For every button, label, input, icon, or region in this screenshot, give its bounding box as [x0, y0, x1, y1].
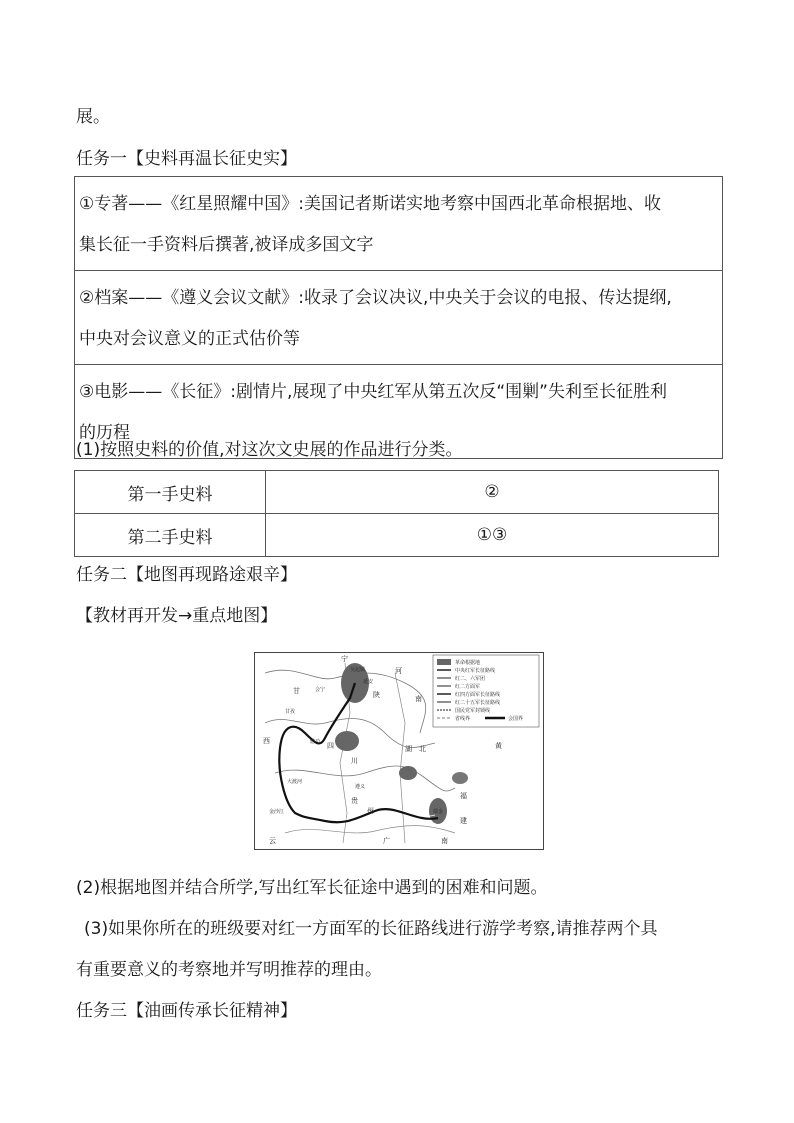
legend-label: 中央红军长征路线 — [455, 668, 496, 674]
legend-label: 红二十五军长征路线 — [455, 700, 501, 706]
map-label: 广 — [383, 837, 390, 845]
map-label: 贵 — [351, 797, 358, 805]
table-cell-value: ② — [266, 471, 719, 514]
task3-heading: 任务三【油画传承长征精神】 — [76, 1001, 297, 1021]
source-item — [75, 271, 722, 365]
map-label: 遵义 — [355, 784, 366, 790]
map-label: 福 — [460, 792, 467, 800]
intro-tail: 展。 — [76, 107, 110, 127]
task2-subheading: 【教材再开发→重点地图】 — [76, 606, 278, 626]
table-cell-type: 第二手史料 — [75, 514, 266, 557]
source-item-line: ①专著——《红星照耀中国》:美国记者斯诺实地考察中国西北革命根据地、收 — [79, 194, 661, 214]
source-item-line: ③电影——《长征》:剧情片,展现了中央红军从第五次反“围剿”失利至长征胜利 — [79, 382, 667, 402]
question-3-line-2: 有重要意义的考察地并写明推荐的理由。 — [76, 960, 382, 980]
legend-label: 红四方面军长征路线 — [455, 692, 501, 698]
map-label: 延安 — [363, 679, 374, 685]
legend-label: 省线界 — [455, 716, 471, 722]
question-3-line-1: (3)如果你所在的班级要对红一方面军的长征路线进行游学考察,请推荐两个具 — [84, 919, 658, 939]
map-label: 云 — [269, 837, 276, 845]
source-item-line: 集长征一手资料后撰著,被译成多国文字 — [79, 235, 374, 255]
map-label: 南 — [415, 695, 422, 703]
map-label: 西 — [263, 737, 270, 745]
map-label: 南 — [441, 837, 448, 845]
legend-label: 国民党军封锁线 — [455, 708, 491, 714]
map-label: 懋功 — [310, 739, 321, 745]
long-march-map — [254, 652, 544, 850]
classification-table — [74, 470, 719, 557]
table-row — [75, 471, 719, 514]
map-label: 四 — [327, 742, 334, 750]
legend-label: 革命根据地 — [455, 660, 481, 666]
map-label: 黄 — [495, 742, 502, 750]
map-graphic — [255, 653, 543, 849]
table-row — [75, 514, 719, 557]
map-label: 大渡河 — [287, 779, 303, 785]
legend-label: 红二方面军 — [455, 684, 481, 690]
legend-label: 红二、六军团 — [455, 676, 486, 682]
map-label: 会宁 — [315, 687, 326, 693]
map-label: 甘孜 — [285, 709, 296, 715]
map-label: 川 — [351, 757, 358, 765]
map-label: 州 — [367, 807, 374, 815]
map-label: 宁 — [341, 655, 348, 663]
map-label: 甘 — [293, 687, 300, 695]
task1-heading: 任务一【史料再温长征史实】 — [76, 149, 297, 169]
map-label: 吴起镇 — [350, 667, 366, 673]
legend-label: 会国界 — [508, 716, 524, 722]
source-item — [75, 177, 722, 271]
source-item-line: 的历程 — [79, 423, 130, 443]
source-item-line: 中央对会议意义的正式估价等 — [79, 329, 300, 349]
map-label: 瑞金 — [433, 809, 444, 815]
table-cell-type: 第一手史料 — [75, 471, 266, 514]
task2-heading: 任务二【地图再现路途艰辛】 — [76, 565, 297, 585]
map-label: 金沙江 — [269, 809, 285, 815]
source-item-line: ②档案——《遵义会议文献》:收录了会议决议,中央关于会议的电报、传达提纲, — [79, 288, 672, 308]
map-label: 建 — [460, 817, 467, 825]
map-label: 陕 — [373, 691, 380, 699]
source-list — [74, 176, 723, 459]
map-label: 湖 — [405, 745, 412, 753]
table-cell-value: ①③ — [266, 514, 719, 557]
map-label: 北 — [419, 745, 426, 753]
map-label: 河 — [395, 667, 402, 675]
question-1: (1)按照史料的价值,对这次文史展的作品进行分类。 — [76, 440, 463, 460]
question-2: (2)根据地图并结合所学,写出红军长征途中遇到的困难和问题。 — [76, 878, 548, 898]
